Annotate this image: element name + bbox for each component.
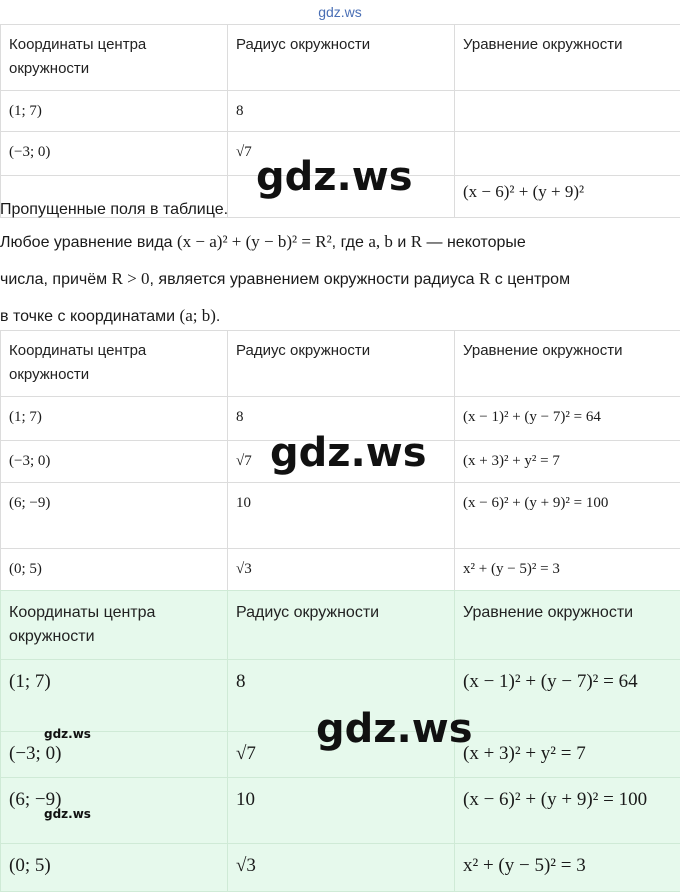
cell-radius: √3 [228, 844, 455, 892]
cell-center: (1; 7) [1, 397, 228, 441]
formula: R [478, 269, 491, 288]
cell-equation: (x + 3)² + y² = 7 [455, 732, 680, 778]
text: числа, причём [0, 271, 112, 288]
table-row [1, 844, 680, 892]
table-row [1, 91, 680, 132]
watermark: gdz.ws [256, 154, 413, 200]
cell-center: (−3; 0) [1, 732, 228, 778]
table-header-row [1, 591, 680, 660]
cell-radius: 10 [228, 483, 455, 549]
table-row [1, 549, 680, 591]
text: , где [331, 234, 369, 251]
cell-equation: (x − 6)² + (y + 9)² = 100 [455, 778, 680, 844]
text: — некоторые [422, 234, 526, 251]
cell-radius: √7 [228, 732, 455, 778]
formula: a, b [368, 232, 393, 251]
cell-radius: √3 [228, 549, 455, 591]
cell-center: (−3; 0) [1, 132, 228, 176]
text: и [392, 234, 411, 251]
cell-radius: √7 [228, 441, 455, 483]
cell-center: (6; −9) [1, 483, 228, 549]
cell-equation: (x + 3)² + y² = 7 [455, 441, 680, 483]
text: Любое уравнение вида [0, 234, 177, 251]
col-header-equation: Уравнение окружности [455, 25, 680, 91]
explanation-line [0, 224, 680, 261]
cell-radius: √7 [228, 132, 455, 176]
cell-radius: 8 [228, 397, 455, 441]
table-header-row [1, 25, 680, 91]
watermark: gdz.ws [270, 430, 427, 476]
partial-equation: (x − 6)² + (y + 9)² [463, 182, 585, 201]
cell-equation: x² + (y − 5)² = 3 [455, 844, 680, 892]
site-header[interactable]: gdz.ws [318, 4, 362, 20]
explanation-line [0, 261, 680, 298]
cell-equation: x² + (y − 5)² = 3 [455, 549, 680, 591]
text: в точке с координатами [0, 308, 180, 325]
cell-radius: 8 [228, 660, 455, 732]
watermark-small: gdz.ws [44, 727, 91, 741]
col-header-equation: Уравнение окружности [455, 331, 680, 397]
cell-center: (1; 7) [1, 660, 228, 732]
formula: R > 0 [111, 269, 150, 288]
formula: (a; b) [179, 306, 216, 325]
text: . [215, 308, 221, 325]
cell-equation: (x − 1)² + (y − 7)² = 64 [455, 397, 680, 441]
cell-radius: 8 [228, 91, 455, 132]
table-row [1, 483, 680, 549]
cell-equation: (x − 6)² + (y + 9)² = 100 [455, 483, 680, 549]
col-header-center: Координаты центра окружности [1, 331, 228, 397]
text: , является уравнением окружности радиуса [149, 271, 479, 288]
table-header-row [1, 331, 680, 397]
cell-center: (6; −9) [1, 778, 228, 844]
explanation-line: Пропущенные поля в таблице. [0, 201, 229, 218]
col-header-center: Координаты центра окружности [1, 25, 228, 91]
table-row [1, 778, 680, 844]
col-header-radius: Радиус окружности [228, 331, 455, 397]
cell-center: (1; 7) [1, 91, 228, 132]
watermark-small: gdz.ws [44, 807, 91, 821]
col-header-center: Координаты центра окружности [1, 591, 228, 660]
cell-center: (−3; 0) [1, 441, 228, 483]
cell-equation [455, 91, 680, 132]
formula: (x − a)² + (y − b)² = R² [177, 232, 332, 251]
watermark: gdz.ws [316, 706, 473, 752]
cell-equation: (x − 1)² + (y − 7)² = 64 [455, 660, 680, 732]
cell-center: (0; 5) [1, 844, 228, 892]
cell-center: (0; 5) [1, 549, 228, 591]
cell-radius: 10 [228, 778, 455, 844]
col-header-radius: Радиус окружности [228, 25, 455, 91]
text: с центром [490, 271, 571, 288]
explanation [0, 196, 680, 335]
formula: R [410, 232, 423, 251]
col-header-radius: Радиус окружности [228, 591, 455, 660]
col-header-equation: Уравнение окружности [455, 591, 680, 660]
cell-equation [455, 132, 680, 176]
